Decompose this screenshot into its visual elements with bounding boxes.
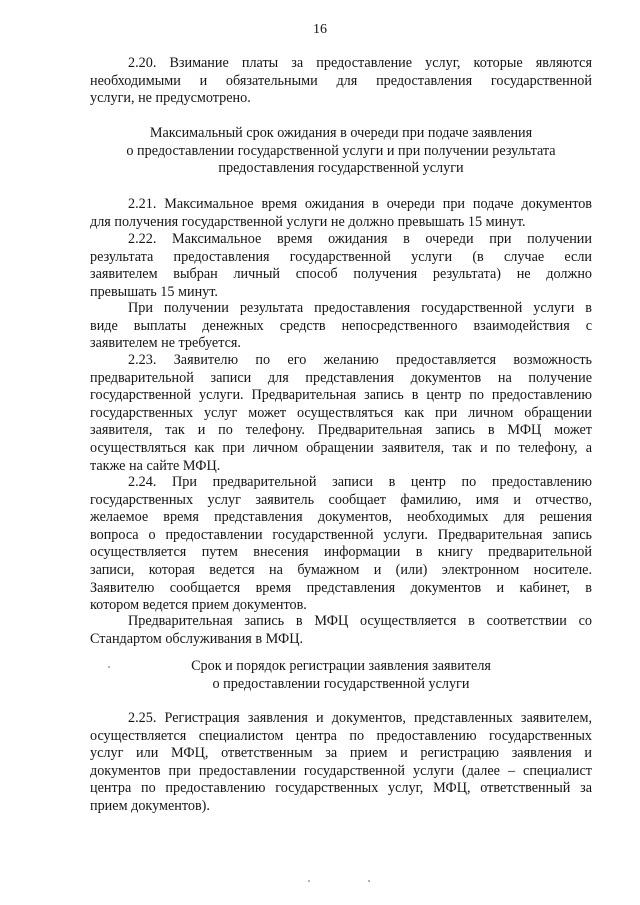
text-line: услуги, не предусмотрено. [90, 90, 251, 107]
paragraph-2-25 [90, 710, 592, 816]
text-line: необходимыми и обязательными для предоставления государственной [90, 72, 592, 89]
text-line: 2.20. Взимание платы за предоставление услуг, которые являются [128, 55, 592, 71]
text-line: 2.23. Заявителю по его желанию предоставляется возможность [128, 352, 592, 368]
paragraph-result-payment [90, 300, 592, 353]
text-line: 2.21. Максимальное время ожидания в очереди при подаче документов [128, 196, 592, 212]
text-line: Заявителю сообщается время представления документов и кабинет, в [90, 579, 592, 596]
text-line: записи, которая ведется на бумажном и (или) электронном носителе. [90, 561, 592, 578]
paragraph-2-21 [90, 196, 592, 231]
heading-line: о предоставлении государственной услуги и при получении результата [126, 142, 556, 159]
text-line: центра по предоставлению государственных услуг, МФЦ, ответственный за [90, 780, 592, 797]
text-line: государственных услуг может осуществляться как при личном обращении [90, 404, 592, 421]
page-number: 16 [313, 22, 327, 37]
text-line: заявителя, так и по телефону. Предварительная запись в МФЦ может [90, 422, 592, 439]
text-line: заявителем выбран личный способ получения результата) не должно [90, 266, 592, 283]
text-line: осуществляется путем внесения информации в книгу предварительной [90, 544, 592, 561]
text-line: 2.22. Максимальное время ожидания в очереди при получении [128, 231, 592, 247]
text-line: документов при предоставлении государственной услуги (далее – специалист [90, 762, 592, 779]
heading-line: о предоставлении государственной услуги [212, 675, 470, 692]
text-line: Стандартом обслуживания в МФЦ. [90, 630, 304, 647]
text-line: прием документов). [90, 797, 210, 814]
scan-dot [308, 880, 310, 882]
text-line: также на сайте МФЦ. [90, 457, 221, 474]
text-line: 2.24. При предварительной записи в центр по предоставлению [128, 474, 592, 490]
section-heading-registration [90, 658, 592, 693]
heading-line: Срок и порядок регистрации заявления заявителя [191, 658, 491, 674]
heading-line: предоставления государственной услуги [218, 160, 464, 177]
text-line: осуществляться как при личном обращении заявителя, так и по телефону, а [90, 439, 592, 456]
text-line: государственных услуг заявитель сообщает фамилию, имя и отчество, [90, 491, 592, 508]
text-line: превышать 15 минут. [90, 283, 218, 300]
text-line: 2.25. Регистрация заявления и документов, представленных заявителем, [128, 710, 592, 726]
text-line: вопроса о предоставлении государственной услуги. Предварительная запись [90, 526, 592, 543]
text-line: осуществляется специалистом центра по предоставлению государственных [90, 727, 592, 744]
paragraph-2-20 [90, 55, 592, 108]
text-line: предварительной записи для представления документов на получение [90, 369, 592, 386]
text-line: государственной услуги. Предварительная запись в центр по предоставлению [90, 387, 592, 404]
text-line: желаемое время представления документов, необходимых для решения [90, 509, 592, 526]
text-line: заявителем не требуется. [90, 335, 241, 352]
section-heading-queue-time [90, 125, 592, 178]
paragraph-2-22 [90, 231, 592, 301]
text-line: для получения государственной услуги не должно превышать 15 минут. [90, 213, 526, 230]
text-line: При получении результата предоставления государственной услуги в [128, 300, 592, 316]
text-line: котором ведется прием документов. [90, 597, 307, 614]
heading-line: Максимальный срок ожидания в очереди при подаче заявления [149, 125, 533, 141]
text-line: Предварительная запись в МФЦ осуществляется в соответствии со [128, 613, 592, 629]
text-line: результата предоставления государственной услуги (в случае если [90, 248, 592, 265]
paragraph-2-24 [90, 474, 592, 615]
scan-dot [368, 880, 370, 882]
paragraph-mfc-standard [90, 613, 592, 648]
paragraph-2-23 [90, 352, 592, 475]
text-line: виде выплаты денежных средств непосредственного взаимодействия с [90, 317, 592, 334]
text-line: услуг или МФЦ, ответственным за прием и регистрацию заявления и [90, 745, 592, 762]
